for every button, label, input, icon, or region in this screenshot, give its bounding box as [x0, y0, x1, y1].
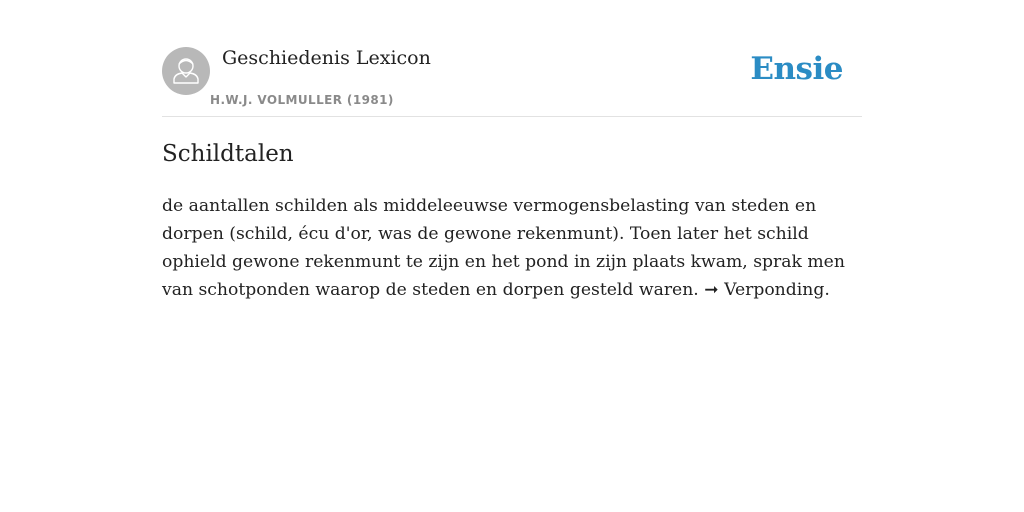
entry-header [162, 46, 862, 117]
entry-title: Schildtalen [162, 141, 294, 167]
lexicon-title[interactable]: Geschiedenis Lexicon [222, 47, 431, 69]
user-icon [162, 47, 210, 95]
arrow-right-icon: ➞ [704, 280, 719, 300]
brand-logo[interactable]: Ensie [750, 51, 843, 87]
entry-body [162, 192, 862, 304]
author-byline[interactable]: H.W.J. VOLMULLER (1981) [210, 93, 394, 107]
crossref-link[interactable]: Verponding. [724, 280, 830, 300]
entry-body-text: de aantallen schilden als middeleeuwse vermogensbelasting van steden en dorpen (schild, écu d'or, was de gewone rekenmunt). Toen later het schild ophield gewone rekenmunt te zijn en het pond in zijn plaats kwam, sprak men van schotponden waarop de steden en dorpen gesteld waren. [162, 196, 845, 300]
